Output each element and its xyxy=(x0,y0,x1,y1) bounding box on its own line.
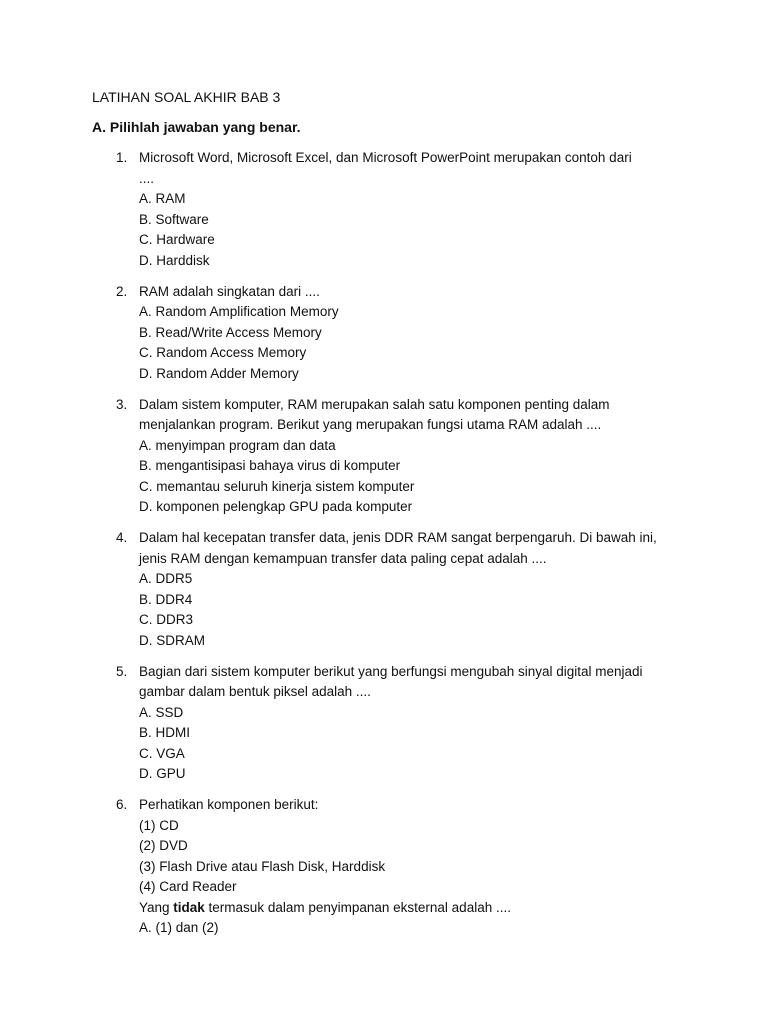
answer-option-b: B. DDR4 xyxy=(139,591,193,607)
prompt-prefix: Yang xyxy=(139,899,174,915)
question-text: Perhatikan komponen berikut: xyxy=(139,797,319,812)
question-number: 1. xyxy=(116,150,128,165)
answer-option-b: B. Read/Write Access Memory xyxy=(139,324,322,340)
answer-option-d: D. komponen pelengkap GPU pada komputer xyxy=(139,499,413,514)
prompt-emphasis: tidak xyxy=(173,899,205,915)
document-title: LATIHAN SOAL AKHIR BAB 3 xyxy=(92,89,281,105)
question-number: 2. xyxy=(116,283,128,299)
answer-option-a: A. RAM xyxy=(139,191,186,206)
component-item-1: (1) CD xyxy=(139,817,179,833)
answer-option-d: D. Random Adder Memory xyxy=(139,365,299,381)
answer-option-a: A. (1) dan (2) xyxy=(139,920,219,935)
component-item-3: (3) Flash Drive atau Flash Disk, Harddisk xyxy=(139,858,386,874)
question-number: 6. xyxy=(116,797,128,812)
answer-option-a: A. Random Amplification Memory xyxy=(139,304,339,319)
answer-option-c: C. memantau seluruh kinerja sistem komputer xyxy=(139,478,415,494)
prompt-suffix: termasuk dalam penyimpanan eksternal adalah .... xyxy=(204,899,511,915)
question-number: 4. xyxy=(116,530,128,545)
answer-option-c: C. Random Access Memory xyxy=(139,345,307,360)
answer-option-a: A. DDR5 xyxy=(139,571,193,586)
question-3 xyxy=(92,395,692,518)
question-text: Dalam sistem komputer, RAM merupakan salah satu komponen penting dalam menjalankan program. Berikut yang merupakan fungsi utama RAM adalah .... xyxy=(139,396,610,432)
question-6 xyxy=(92,795,692,939)
question-prompt xyxy=(139,898,692,919)
answer-option-c: C. VGA xyxy=(139,745,185,761)
question-number: 5. xyxy=(116,663,128,679)
section-heading: A. Pilihlah jawaban yang benar. xyxy=(92,119,301,135)
question-4 xyxy=(92,528,692,651)
answer-option-c: C. Hardware xyxy=(139,232,215,247)
answer-option-b: B. HDMI xyxy=(139,725,191,740)
component-item-2: (2) DVD xyxy=(139,838,188,853)
question-text: Dalam hal kecepatan transfer data, jenis DDR RAM sangat berpengaruh. Di bawah ini, jenis RAM dengan kemampuan transfer data paling cepat adalah .... xyxy=(139,530,657,566)
answer-option-d: D. SDRAM xyxy=(139,632,206,648)
question-5 xyxy=(92,662,692,785)
answer-option-b: B. Software xyxy=(139,211,209,227)
answer-option-a: A. menyimpan program dan data xyxy=(139,437,336,453)
answer-option-d: D. GPU xyxy=(139,766,186,781)
question-text: Microsoft Word, Microsoft Excel, dan Microsoft PowerPoint merupakan contoh dari .... xyxy=(139,150,632,186)
question-text: Bagian dari sistem komputer berikut yang berfungsi mengubah sinyal digital menjadi gambar dalam bentuk piksel adalah .... xyxy=(139,663,643,699)
question-text: RAM adalah singkatan dari .... xyxy=(139,283,320,299)
answer-option-b: B. mengantisipasi bahaya virus di komputer xyxy=(139,458,401,473)
question-number: 3. xyxy=(116,396,128,412)
question-1 xyxy=(92,148,692,271)
answer-option-d: D. Harddisk xyxy=(139,252,210,268)
question-list xyxy=(92,148,692,949)
answer-option-c: C. DDR3 xyxy=(139,612,194,627)
question-2 xyxy=(92,282,692,385)
component-item-4: (4) Card Reader xyxy=(139,879,237,894)
answer-option-a: A. SSD xyxy=(139,704,184,720)
